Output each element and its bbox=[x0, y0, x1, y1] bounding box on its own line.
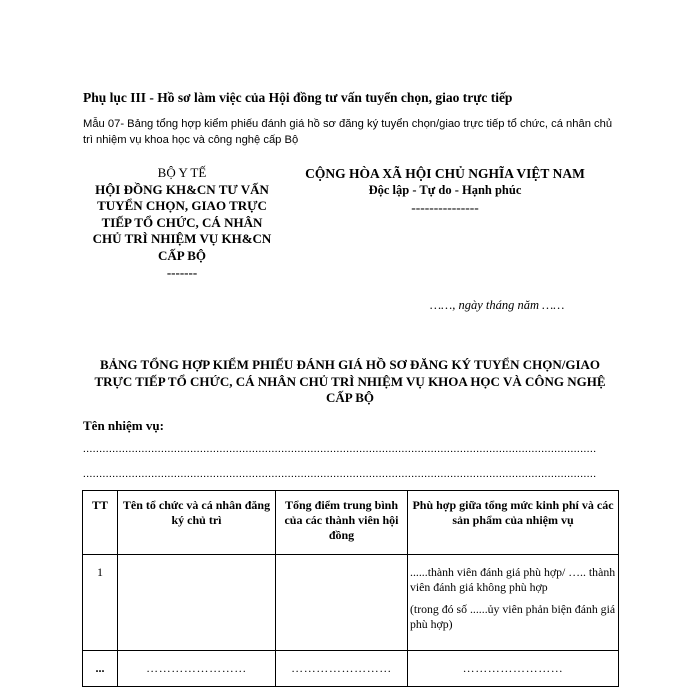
fit-vote-text: ......thành viên đánh giá phù hợp/ ….. thành viên đánh giá không phù hợp bbox=[410, 565, 616, 594]
ministry-name: BỘ Y TẾ bbox=[157, 165, 207, 180]
header-tt: TT bbox=[83, 491, 118, 555]
task-name-fill-line: .............................................................................................................................................................. bbox=[83, 468, 597, 480]
header-organization: Tên tổ chức và cá nhân đăng ký chủ trì bbox=[118, 491, 276, 555]
council-name-line: TIẾP TỔ CHỨC, CÁ NHÂN bbox=[101, 214, 263, 230]
row-number: ... bbox=[83, 651, 118, 687]
left-divider: ------- bbox=[166, 264, 198, 280]
score-cell: …………………… bbox=[276, 651, 408, 687]
vote-summary-table bbox=[82, 490, 619, 687]
header-average-score: Tổng điểm trung bình của các thành viên hội đồng bbox=[276, 491, 408, 555]
council-name-line: CẤP BỘ bbox=[157, 247, 207, 263]
document-title: BẢNG TỔNG HỢP KIỂM PHIẾU ĐÁNH GIÁ HỒ SƠ ĐĂNG KÝ TUYỂN CHỌN/GIAO TRỰC TIẾP TỔ CHỨC, CÁ NHÂN CHỦ TRÌ NHIỆM VỤ KHOA HỌC VÀ CÔNG NGHỆ CẤP BỘ bbox=[94, 357, 606, 405]
organization-cell bbox=[118, 555, 276, 651]
date-line: ……, ngày tháng năm …… bbox=[430, 298, 565, 312]
reviewer-vote-text: (trong đó số ......ủy viên phản biện đánh giá phù hợp) bbox=[410, 602, 616, 631]
task-name-label: Tên nhiệm vụ: bbox=[83, 418, 164, 433]
council-name-line: CHỦ TRÌ NHIỆM VỤ KH&CN bbox=[92, 231, 272, 247]
row-number: 1 bbox=[83, 555, 118, 651]
right-divider: --------------- bbox=[411, 200, 479, 215]
table-row bbox=[83, 651, 619, 687]
table-row bbox=[83, 555, 619, 651]
task-name-fill-line: .............................................................................................................................................................. bbox=[83, 443, 597, 455]
header-budget-fit: Phù hợp giữa tổng mức kinh phí và các sản phẩm của nhiệm vụ bbox=[408, 491, 619, 555]
council-name-line: TUYỂN CHỌN, GIAO TRỰC bbox=[97, 198, 267, 214]
score-cell bbox=[276, 555, 408, 651]
budget-fit-cell: …………………… bbox=[408, 651, 619, 687]
organization-cell: …………………… bbox=[118, 651, 276, 687]
table-header-row bbox=[83, 491, 619, 555]
council-name-line: HỘI ĐỒNG KH&CN TƯ VẤN bbox=[95, 181, 269, 197]
form-description: Mẫu 07- Bảng tổng hợp kiểm phiếu đánh giá hồ sơ đăng ký tuyển chọn/giao trực tiếp tổ chức, cá nhân chủ trì nhiệm vụ khoa học và công nghệ cấp Bộ bbox=[83, 118, 613, 146]
national-header bbox=[300, 165, 590, 216]
budget-fit-cell bbox=[408, 555, 619, 651]
country-name: CỘNG HÒA XÃ HỘI CHỦ NGHĨA VIỆT NAM bbox=[305, 166, 585, 181]
issuing-agency-header bbox=[72, 165, 292, 281]
national-motto: Độc lập - Tự do - Hạnh phúc bbox=[368, 183, 522, 197]
appendix-title: Phụ lục III - Hồ sơ làm việc của Hội đồng tư vấn tuyển chọn, giao trực tiếp bbox=[83, 90, 513, 105]
